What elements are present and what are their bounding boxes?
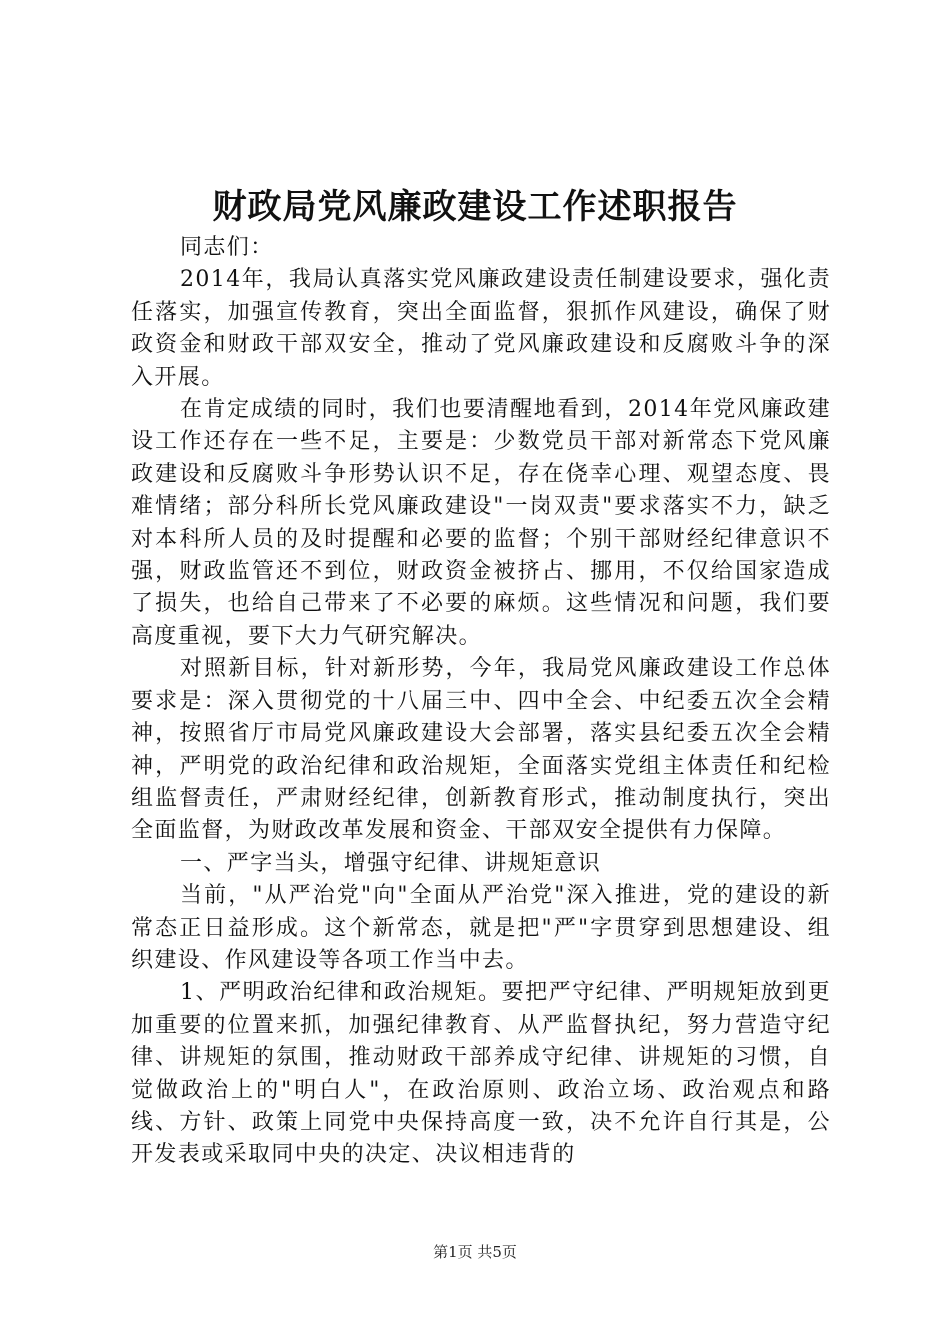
- document-title: 财政局党风廉政建设工作述职报告: [212, 187, 738, 227]
- section-heading-1: 一、严字当头，增强守纪律、讲规矩意识: [180, 850, 602, 876]
- paragraph-summary: 2014年，我局认真落实党风廉政建设责任制建设要求，强化责任落实，加强宣传教育，突出全面监督，狠抓作风建设，确保了财政资金和财政干部双安全，推动了党风廉政建设和反腐败斗争的深入开展。: [131, 267, 831, 390]
- paragraph-shortcomings: 在肯定成绩的同时，我们也要清醒地看到，2014年党风廉政建设工作还存在一些不足，主要是：少数党员干部对新常态下党风廉政建设和反腐败斗争形势认识不足，存在侥幸心理、观望态度、畏难情绪；部分科所长党风廉政建设"一岗双责"要求落实不力，缺乏对本科所人员的及时提醒和必要的监督；个别干部财经纪律意识不强，财政监管还不到位，财政资金被挤占、挪用，不仅给国家造成了损失，也给自己带来了不必要的麻烦。这些情况和问题，我们要高度重视，要下大力气研究解决。: [131, 397, 831, 649]
- paragraph-new-normal: 当前，"从严治党"向"全面从严治党"深入推进，党的建设的新常态正日益形成。这个新常态，就是把"严"字贯穿到思想建设、组织建设、作风建设等各项工作当中去。: [131, 883, 831, 973]
- page-footer: 第1页 共5页: [433, 1243, 517, 1261]
- salutation: 同志们：: [180, 235, 274, 260]
- document-body: [131, 232, 831, 1172]
- paragraph-requirements: 对照新目标，针对新形势，今年，我局党风廉政建设工作总体要求是：深入贯彻党的十八届三中、四中全会、中纪委五次全会精神，按照省厅市局党风廉政建设大会部署，落实县纪委五次全会精神，严明党的政治纪律和政治规矩，全面落实党组主体责任和纪检组监督责任，严肃财经纪律，创新教育形式，推动制度执行，突出全面监督，为财政改革发展和资金、干部双安全提供有力保障。: [131, 656, 831, 844]
- paragraph-item-1: 1、严明政治纪律和政治规矩。要把严守纪律、严明规矩放到更加重要的位置来抓，加强纪律教育、从严监督执纪，努力营造守纪律、讲规矩的氛围，推动财政干部养成守纪律、讲规矩的习惯，自觉做政治上的"明白人"，在政治原则、政治立场、政治观点和路线、方针、政策上同党中央保持高度一致，决不允许自行其是，公开发表或采取同中央的决定、决议相违背的: [131, 980, 831, 1168]
